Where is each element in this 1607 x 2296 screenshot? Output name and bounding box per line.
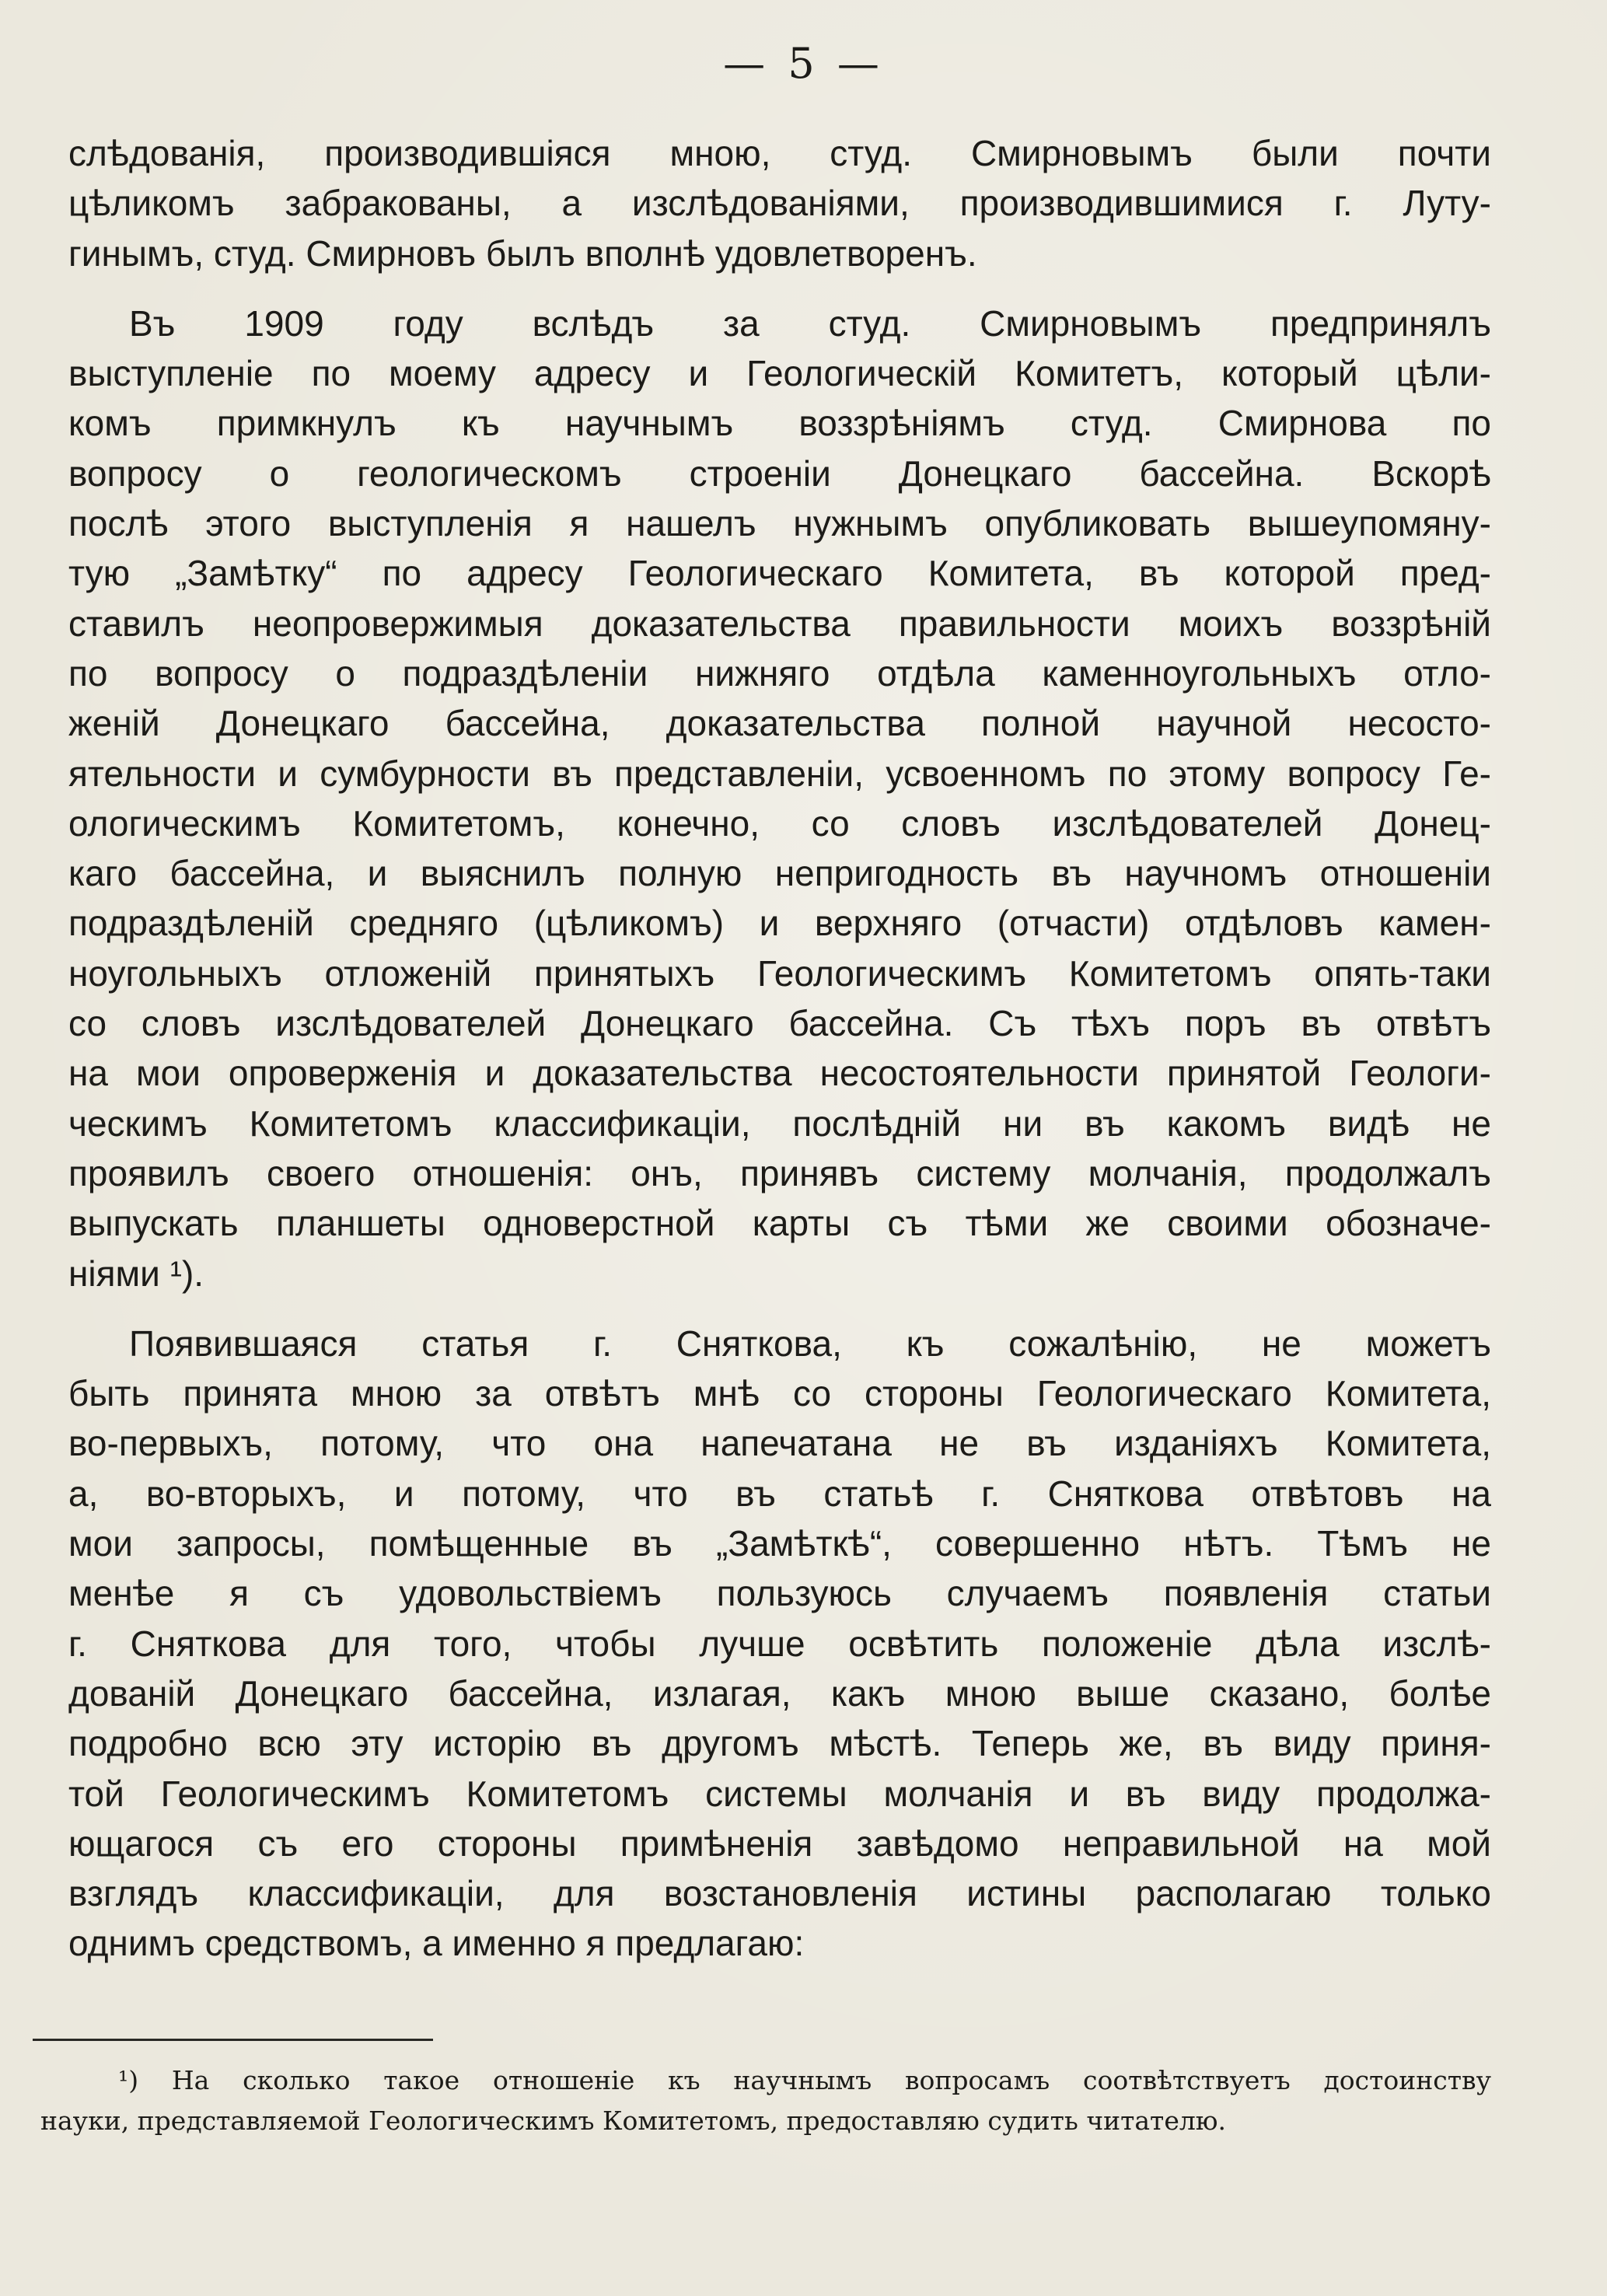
text-line: однимъ средствомъ, а именно я предлагаю: — [68, 1923, 805, 1964]
text-line: ноугольныхъ отложеній принятыхъ Геологическимъ Комитетомъ опять-таки — [68, 952, 1491, 994]
text-line: со словъ изслѣдователей Донецкаго бассейна. Съ тѣхъ поръ въ отвѣтъ — [68, 1003, 1491, 1044]
text-line: слѣдованія, производившіяся мною, студ. Смирновымъ были почти — [68, 133, 1491, 173]
text-line: той Геологическимъ Комитетомъ системы молчанія и въ виду продолжа- — [68, 1773, 1491, 1814]
text-line: менѣе я съ удовольствіемъ пользуюсь случаемъ появленія статьи — [68, 1573, 1491, 1614]
text-line: ющагося съ его стороны примѣненія завѣдомо неправильной на мой — [68, 1822, 1491, 1864]
text-line: тую „Замѣтку“ по адресу Геологическаго Комитета, въ которой пред- — [68, 553, 1491, 594]
text-line: послѣ этого выступленія я нашелъ нужнымъ опубликовать вышеупомяну- — [68, 503, 1491, 544]
text-line: Въ 1909 году вслѣдъ за студ. Смирновымъ предпринялъ — [129, 302, 1491, 344]
text-line: ставилъ неопровержимыя доказательства правильности моихъ воззрѣній — [68, 603, 1491, 644]
text-line: Появившаяся статья г. Сняткова, къ сожалѣнію, не можетъ — [129, 1323, 1491, 1364]
text-line: ніями ¹). — [68, 1253, 204, 1294]
text-line: по вопросу о подраздѣленіи нижняго отдѣла каменноугольныхъ отло- — [68, 652, 1491, 694]
text-line: подробно всю эту исторію въ другомъ мѣстѣ. Теперь же, въ виду приня- — [68, 1723, 1491, 1764]
text-line: вопросу о геологическомъ строеніи Донецкаго бассейна. Вскорѣ — [68, 453, 1491, 494]
page-number: — 5 — — [723, 39, 884, 88]
text-line: выступленіе по моему адресу и Геологическій Комитетъ, который цѣли- — [68, 353, 1491, 394]
text-line: подраздѣленій средняго (цѣликомъ) и верхняго (отчасти) отдѣловъ камен- — [68, 903, 1491, 944]
text-line: взглядъ классификаціи, для возстановленія истины располагаю только — [68, 1873, 1491, 1914]
text-line: ческимъ Комитетомъ классификаціи, послѣдній ни въ какомъ видѣ не — [68, 1103, 1491, 1144]
text-line: а, во-вторыхъ, и потому, что въ статьѣ г. Сняткова отвѣтовъ на — [68, 1473, 1491, 1514]
paragraph-1 — [68, 128, 1491, 278]
text-line: женій Донецкаго бассейна, доказательства полной научной несосто- — [68, 703, 1491, 744]
paragraph-3 — [68, 1319, 1491, 1969]
text-line: гинымъ, студ. Смирновъ былъ вполнѣ удовлетворенъ. — [68, 232, 977, 274]
footnote-line: ¹) На сколько такое отношеніе къ научнымъ вопросамъ соотвѣтствуетъ достоинству — [118, 2065, 1491, 2095]
text-line: комъ примкнулъ къ научнымъ воззрѣніямъ студ. Смирнова по — [68, 403, 1491, 444]
text-line: мои запросы, помѣщенные въ „Замѣткѣ“, совершенно нѣтъ. Тѣмъ не — [68, 1523, 1491, 1564]
text-line: г. Сняткова для того, чтобы лучше освѣтить положеніе дѣла изслѣ- — [68, 1623, 1491, 1664]
text-line: во-первыхъ, потому, что она напечатана не въ изданіяхъ Комитета, — [68, 1423, 1491, 1464]
body-text — [68, 128, 1491, 1969]
text-line: ятельности и сумбурности въ представленіи, усвоенномъ по этому вопросу Ге- — [68, 753, 1491, 794]
text-line: быть принята мною за отвѣтъ мнѣ со стороны Геологическаго Комитета, — [68, 1373, 1491, 1414]
text-line: выпускать планшеты одноверстной карты съ тѣми же своими обозначе- — [68, 1203, 1491, 1244]
text-line: на мои опроверженія и доказательства несостоятельности принятой Геологи- — [68, 1053, 1491, 1094]
text-line: каго бассейна, и выяснилъ полную непригодность въ научномъ отношеніи — [68, 853, 1491, 894]
paragraph-2 — [68, 299, 1491, 1298]
text-line: ологическимъ Комитетомъ, конечно, со словъ изслѣдователей Донец- — [68, 802, 1491, 844]
footnote — [40, 2060, 1491, 2141]
text-line: проявилъ своего отношенія: онъ, принявъ систему молчанія, продолжалъ — [68, 1152, 1491, 1193]
footnote-line: науки, представляемой Геологическимъ Комитетомъ, предоставляю судить читателю. — [40, 2106, 1227, 2136]
text-line: дованій Донецкаго бассейна, излагая, какъ мною выше сказано, болѣе — [68, 1672, 1491, 1714]
footnote-divider — [33, 2039, 433, 2041]
text-line: цѣликомъ забракованы, а изслѣдованіями, производившимися г. Луту- — [68, 183, 1491, 224]
